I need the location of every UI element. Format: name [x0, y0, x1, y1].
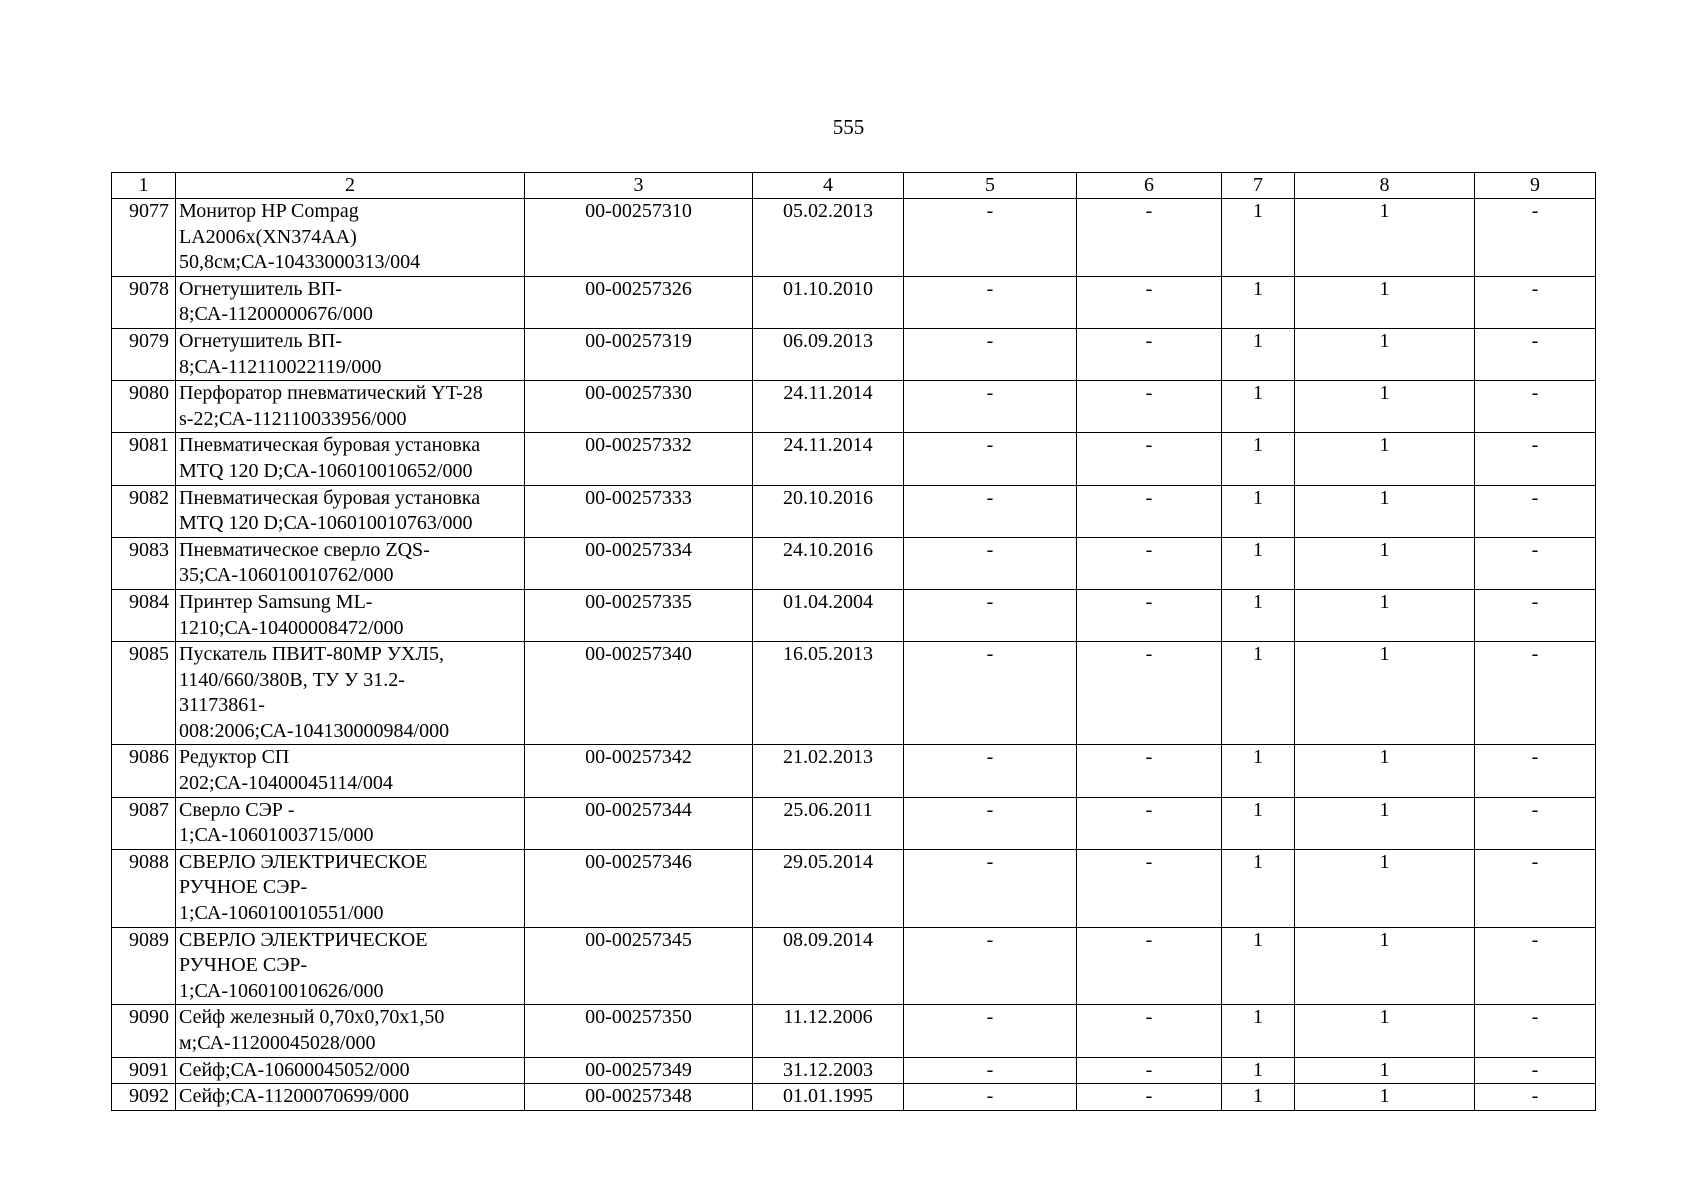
item-name-line: 35;СА-106010010762/000 — [179, 564, 394, 587]
item-name-cell — [176, 433, 525, 485]
col6-cell: - — [1077, 642, 1222, 745]
col7-cell: 1 — [1222, 485, 1295, 537]
inventory-code-cell: 00-00257326 — [525, 276, 753, 328]
table-header-row — [112, 173, 1596, 199]
col5-cell: - — [904, 849, 1077, 927]
col9-cell: - — [1475, 797, 1596, 849]
col6-cell: - — [1077, 381, 1222, 433]
inventory-code-cell: 00-00257310 — [525, 199, 753, 277]
date-cell: 06.09.2013 — [753, 328, 904, 380]
col7-cell: 1 — [1222, 433, 1295, 485]
date-cell: 11.12.2006 — [753, 1005, 904, 1057]
date-cell: 16.05.2013 — [753, 642, 904, 745]
item-name-line: Сейф;СА-10600045052/000 — [179, 1058, 410, 1081]
col8-cell: 1 — [1295, 589, 1475, 641]
col8-cell: 1 — [1295, 381, 1475, 433]
col6-cell: - — [1077, 745, 1222, 797]
col9-cell: - — [1475, 276, 1596, 328]
col9-cell: - — [1475, 433, 1596, 485]
item-name-cell — [176, 199, 525, 277]
row-number-cell: 9091 — [112, 1057, 176, 1084]
inventory-code-cell: 00-00257348 — [525, 1084, 753, 1111]
col9-cell: - — [1475, 927, 1596, 1005]
header-cell: 5 — [904, 173, 1077, 199]
col5-cell: - — [904, 485, 1077, 537]
col7-cell: 1 — [1222, 849, 1295, 927]
item-name-cell — [176, 276, 525, 328]
col6-cell: - — [1077, 485, 1222, 537]
table-row — [112, 433, 1596, 485]
item-name-line: s-22;СА-112110033956/000 — [179, 407, 407, 430]
page-number: 555 — [832, 115, 865, 139]
inventory-code-cell: 00-00257349 — [525, 1057, 753, 1084]
col8-cell: 1 — [1295, 433, 1475, 485]
header-cell: 7 — [1222, 173, 1295, 199]
col8-cell: 1 — [1295, 485, 1475, 537]
col6-cell: - — [1077, 276, 1222, 328]
table-row — [112, 745, 1596, 797]
item-name-line: СВЕРЛО ЭЛЕКТРИЧЕСКОЕ — [179, 850, 428, 873]
col7-cell: 1 — [1222, 589, 1295, 641]
col7-cell: 1 — [1222, 1084, 1295, 1111]
item-name-line: MTQ 120 D;СА-106010010652/000 — [179, 459, 473, 482]
item-name-line: РУЧНОЕ СЭР- — [179, 876, 308, 899]
col9-cell: - — [1475, 381, 1596, 433]
item-name-line: Перфоратор пневматический YT-28 — [179, 382, 483, 405]
item-name-cell — [176, 927, 525, 1005]
header-cell: 1 — [112, 173, 176, 199]
date-cell: 31.12.2003 — [753, 1057, 904, 1084]
table-row — [112, 1005, 1596, 1057]
col7-cell: 1 — [1222, 276, 1295, 328]
table-row — [112, 381, 1596, 433]
date-cell: 01.04.2004 — [753, 589, 904, 641]
inventory-code-cell: 00-00257345 — [525, 927, 753, 1005]
item-name-line: MTQ 120 D;СА-106010010763/000 — [179, 512, 473, 535]
col9-cell: - — [1475, 485, 1596, 537]
col8-cell: 1 — [1295, 1057, 1475, 1084]
item-name-line: 8;СА-112110022119/000 — [179, 355, 382, 378]
inventory-code-cell: 00-00257344 — [525, 797, 753, 849]
col7-cell: 1 — [1222, 797, 1295, 849]
col5-cell: - — [904, 797, 1077, 849]
table-row — [112, 328, 1596, 380]
col5-cell: - — [904, 589, 1077, 641]
inventory-code-cell: 00-00257346 — [525, 849, 753, 927]
row-number-cell: 9080 — [112, 381, 176, 433]
item-name-cell — [176, 589, 525, 641]
row-number-cell: 9086 — [112, 745, 176, 797]
col7-cell: 1 — [1222, 1005, 1295, 1057]
item-name-line: 50,8см;СА-10433000313/004 — [179, 251, 421, 274]
table-body — [112, 173, 1596, 1111]
item-name-line: Сейф железный 0,70х0,70х1,50 — [179, 1006, 445, 1029]
table-row — [112, 485, 1596, 537]
item-name-line: LA2006x(XN374AA) — [179, 225, 357, 248]
item-name-line: Пневматическое сверло ZQS- — [179, 538, 430, 561]
item-name-line: 1;СА-106010010551/000 — [179, 902, 384, 925]
item-name-line: 008:2006;СА-104130000984/000 — [179, 719, 450, 742]
row-number-cell: 9081 — [112, 433, 176, 485]
table-row — [112, 199, 1596, 277]
col8-cell: 1 — [1295, 927, 1475, 1005]
col6-cell: - — [1077, 849, 1222, 927]
item-name-line: Огнетушитель ВП- — [179, 277, 342, 300]
row-number-cell: 9082 — [112, 485, 176, 537]
row-number-cell: 9088 — [112, 849, 176, 927]
item-name-cell — [176, 328, 525, 380]
col6-cell: - — [1077, 537, 1222, 589]
date-cell: 25.06.2011 — [753, 797, 904, 849]
col6-cell: - — [1077, 328, 1222, 380]
row-number-cell: 9077 — [112, 199, 176, 277]
date-cell: 24.10.2016 — [753, 537, 904, 589]
date-cell: 01.01.1995 — [753, 1084, 904, 1111]
col9-cell: - — [1475, 849, 1596, 927]
date-cell: 05.02.2013 — [753, 199, 904, 277]
col9-cell: - — [1475, 199, 1596, 277]
col5-cell: - — [904, 927, 1077, 1005]
item-name-cell — [176, 381, 525, 433]
item-name-line: м;СА-11200045028/000 — [179, 1032, 376, 1054]
item-name-line: Огнетушитель ВП- — [179, 329, 342, 352]
item-name-cell — [176, 1005, 525, 1057]
header-cell: 4 — [753, 173, 904, 199]
header-cell: 8 — [1295, 173, 1475, 199]
row-number-cell: 9078 — [112, 276, 176, 328]
col5-cell: - — [904, 381, 1077, 433]
inventory-code-cell: 00-00257340 — [525, 642, 753, 745]
col9-cell: - — [1475, 642, 1596, 745]
col7-cell: 1 — [1222, 328, 1295, 380]
item-name-line: Сверло СЭР - — [179, 798, 295, 821]
item-name-cell — [176, 1084, 525, 1111]
table-row — [112, 589, 1596, 641]
table-row — [112, 642, 1596, 745]
row-number-cell: 9089 — [112, 927, 176, 1005]
col5-cell: - — [904, 745, 1077, 797]
item-name-line: РУЧНОЕ СЭР- — [179, 954, 308, 977]
header-cell: 9 — [1475, 173, 1596, 199]
inventory-code-cell: 00-00257350 — [525, 1005, 753, 1057]
col8-cell: 1 — [1295, 537, 1475, 589]
item-name-line: 1210;СА-10400008472/000 — [179, 616, 404, 639]
inventory-code-cell: 00-00257334 — [525, 537, 753, 589]
col9-cell: - — [1475, 1005, 1596, 1057]
col5-cell: - — [904, 199, 1077, 277]
col6-cell: - — [1077, 589, 1222, 641]
col7-cell: 1 — [1222, 537, 1295, 589]
inventory-table — [111, 172, 1596, 1111]
col8-cell: 1 — [1295, 642, 1475, 745]
col5-cell: - — [904, 1005, 1077, 1057]
col6-cell: - — [1077, 1057, 1222, 1084]
row-number-cell: 9092 — [112, 1084, 176, 1111]
item-name-line: Принтер Samsung ML- — [179, 590, 373, 613]
col6-cell: - — [1077, 927, 1222, 1005]
col5-cell: - — [904, 1057, 1077, 1084]
col8-cell: 1 — [1295, 276, 1475, 328]
table-row — [112, 849, 1596, 927]
inventory-code-cell: 00-00257342 — [525, 745, 753, 797]
item-name-line: 8;СА-11200000676/000 — [179, 303, 373, 326]
col7-cell: 1 — [1222, 1057, 1295, 1084]
item-name-line: Пневматическая буровая установка — [179, 486, 481, 509]
col8-cell: 1 — [1295, 199, 1475, 277]
item-name-line: 1;СА-10601003715/000 — [179, 824, 374, 847]
table-row — [112, 927, 1596, 1005]
col6-cell: - — [1077, 433, 1222, 485]
col5-cell: - — [904, 328, 1077, 380]
col7-cell: 1 — [1222, 927, 1295, 1005]
col7-cell: 1 — [1222, 381, 1295, 433]
col5-cell: - — [904, 433, 1077, 485]
col5-cell: - — [904, 1084, 1077, 1111]
col8-cell: 1 — [1295, 1084, 1475, 1111]
inventory-code-cell: 00-00257319 — [525, 328, 753, 380]
col9-cell: - — [1475, 589, 1596, 641]
date-cell: 08.09.2014 — [753, 927, 904, 1005]
row-number-cell: 9084 — [112, 589, 176, 641]
row-number-cell: 9090 — [112, 1005, 176, 1057]
item-name-line: Пневматическая буровая установка — [179, 434, 481, 457]
col6-cell: - — [1077, 199, 1222, 277]
col7-cell: 1 — [1222, 642, 1295, 745]
col6-cell: - — [1077, 1084, 1222, 1111]
header-cell: 2 — [176, 173, 525, 199]
item-name-line: 1140/660/380В, ТУ У 31.2- — [179, 668, 405, 691]
table-row — [112, 797, 1596, 849]
item-name-cell — [176, 1057, 525, 1084]
item-name-cell — [176, 537, 525, 589]
inventory-code-cell: 00-00257330 — [525, 381, 753, 433]
row-number-cell: 9083 — [112, 537, 176, 589]
header-cell: 6 — [1077, 173, 1222, 199]
row-number-cell: 9085 — [112, 642, 176, 745]
item-name-line: Редуктор СП — [179, 746, 290, 769]
col5-cell: - — [904, 537, 1077, 589]
col7-cell: 1 — [1222, 745, 1295, 797]
row-number-cell: 9087 — [112, 797, 176, 849]
col8-cell: 1 — [1295, 328, 1475, 380]
header-cell: 3 — [525, 173, 753, 199]
col6-cell: - — [1077, 1005, 1222, 1057]
item-name-line: Монитор HP Compag — [179, 200, 359, 222]
table-row — [112, 1057, 1596, 1084]
item-name-cell — [176, 642, 525, 745]
col8-cell: 1 — [1295, 849, 1475, 927]
inventory-code-cell: 00-00257332 — [525, 433, 753, 485]
item-name-line: 1;СА-106010010626/000 — [179, 979, 384, 1002]
col8-cell: 1 — [1295, 797, 1475, 849]
inventory-code-cell: 00-00257333 — [525, 485, 753, 537]
item-name-cell — [176, 849, 525, 927]
col6-cell: - — [1077, 797, 1222, 849]
item-name-cell — [176, 745, 525, 797]
col9-cell: - — [1475, 1057, 1596, 1084]
item-name-cell — [176, 797, 525, 849]
item-name-line: Сейф;СА-11200070699/000 — [179, 1085, 409, 1108]
col8-cell: 1 — [1295, 1005, 1475, 1057]
item-name-line: СВЕРЛО ЭЛЕКТРИЧЕСКОЕ — [179, 928, 428, 951]
date-cell: 20.10.2016 — [753, 485, 904, 537]
table-row — [112, 537, 1596, 589]
item-name-cell — [176, 485, 525, 537]
col9-cell: - — [1475, 537, 1596, 589]
date-cell: 29.05.2014 — [753, 849, 904, 927]
date-cell: 01.10.2010 — [753, 276, 904, 328]
item-name-line: Пускатель ПВИТ-80МР УХЛ5, — [179, 643, 444, 666]
table-row — [112, 1084, 1596, 1111]
col5-cell: - — [904, 276, 1077, 328]
table-row — [112, 276, 1596, 328]
col7-cell: 1 — [1222, 199, 1295, 277]
date-cell: 24.11.2014 — [753, 433, 904, 485]
col9-cell: - — [1475, 1084, 1596, 1111]
item-name-line: 31173861- — [179, 694, 265, 717]
date-cell: 21.02.2013 — [753, 745, 904, 797]
col9-cell: - — [1475, 745, 1596, 797]
date-cell: 24.11.2014 — [753, 381, 904, 433]
col8-cell: 1 — [1295, 745, 1475, 797]
col5-cell: - — [904, 642, 1077, 745]
item-name-line: 202;СА-10400045114/004 — [179, 772, 393, 795]
col9-cell: - — [1475, 328, 1596, 380]
row-number-cell: 9079 — [112, 328, 176, 380]
inventory-code-cell: 00-00257335 — [525, 589, 753, 641]
